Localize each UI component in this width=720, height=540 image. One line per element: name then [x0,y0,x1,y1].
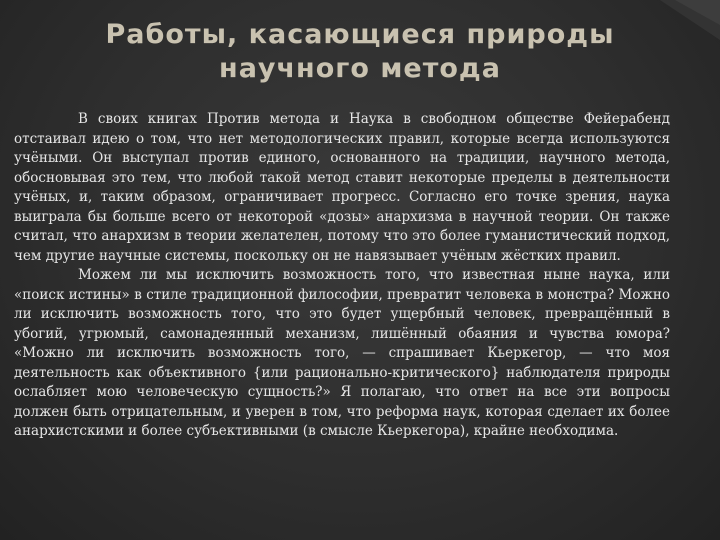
slide-title [60,18,660,86]
paragraph-2: Можем ли мы исключить возможность того, что известная ныне наука, или «поиск истины» в стиле традиционной философии, превратит человека в монстра? Можно ли исключить возможность того, что это будет ущербный человек, превращённый в убогий, угрюмый, самонадеянный механизм, лишённый обаяния и чувства юмора? «Можно ли исключить возможность того, — спрашивает Кьеркегор, — что моя деятельность как объективного {или рационально-критического} наблюдателя природы ослабляет мою человеческую сущность?» Я полагаю, что ответ на все эти вопросы должен быть отрицательным, и уверен в том, что реформа наук, которая сделает их более анархистскими и более субъективными (в смысле Кьеркегора), крайне необходима. [14,267,670,439]
title-line-2: научного метода [219,53,501,84]
paragraph-1: В своих книгах Против метода и Наука в свободном обществе Фейерабенд отстаивал идею о том, что нет методологических правил, которые всегда используются учёными. Он выступал против единого, основанного на традиции, научного метода, обосновывая это тем, что любой такой метод ставит некоторые пределы в деятельности учёных, и, таким образом, ограничивает прогресс. Согласно его точке зрения, наука выиграла бы больше всего от некоторой «дозы» анархизма в научной теории. Он также считал, что анархизм в теории желателен, потому что это более гуманистический подход, чем другие научные системы, поскольку он не навязывает учёным жёстких правил. [14,111,670,264]
slide-body [14,110,670,442]
title-line-1: Работы, касающиеся природы [105,19,615,50]
